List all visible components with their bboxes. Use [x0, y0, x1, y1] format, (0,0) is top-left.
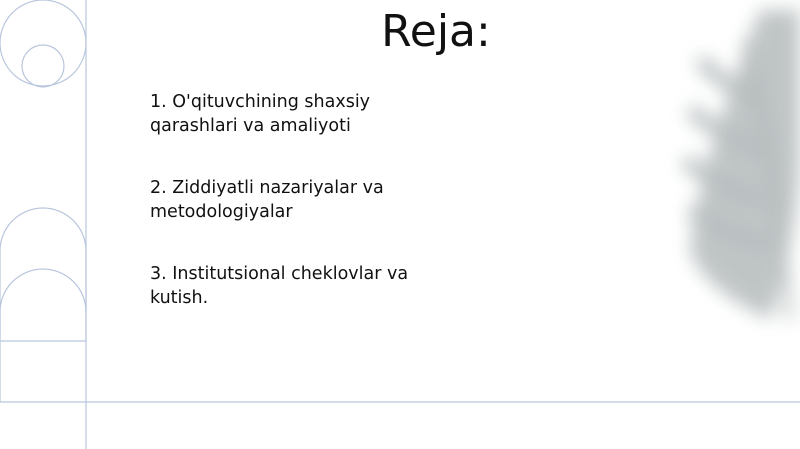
- plan-item-1: 1. O'qituvchining shaxsiy qarashlari va amaliyoti: [150, 92, 371, 136]
- plan-item-2: 2. Ziddiyatli nazariyalar va metodologiyalar: [150, 178, 384, 222]
- slide-title: Reja:: [381, 6, 491, 57]
- plan-item-3: 3. Institutsional cheklovlar va kutish.: [150, 264, 409, 308]
- plan-list: [150, 90, 450, 348]
